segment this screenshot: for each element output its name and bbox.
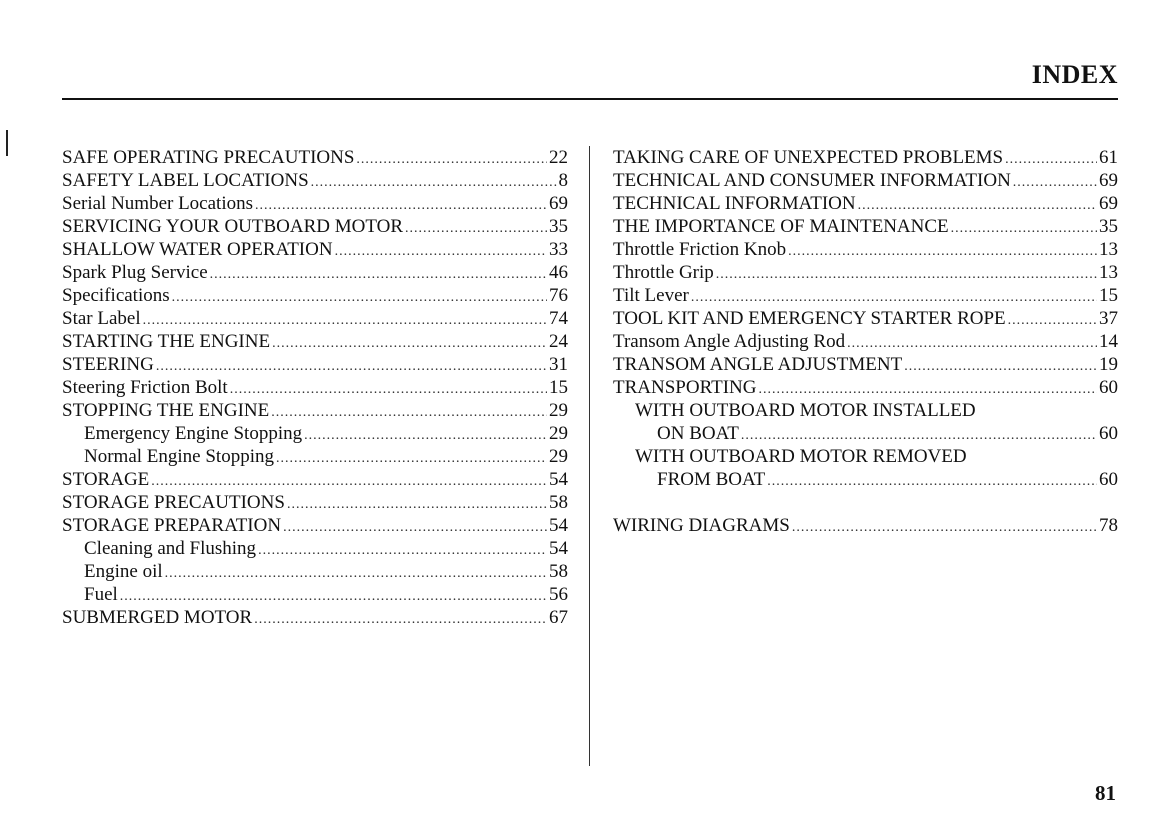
index-entry [62,330,568,353]
entry-label: STEERING [62,354,154,375]
index-subentry [613,468,1118,491]
dot-leader [758,378,1097,401]
entry-page: 67 [549,607,568,628]
margin-mark [6,130,8,156]
entry-page: 54 [549,469,568,490]
dot-leader [1008,309,1097,332]
dot-leader [767,470,1097,493]
dot-leader [120,585,547,608]
entry-label: STOPPING THE ENGINE [62,400,270,421]
index-entry [62,146,568,169]
dot-leader [741,424,1097,447]
dot-leader [283,516,547,539]
index-subentry [613,399,1118,422]
index-subentry [62,537,568,560]
entry-page: 31 [549,354,568,375]
entry-label: STARTING THE ENGINE [62,331,271,352]
entry-page: 74 [549,308,568,329]
entry-label: STORAGE PRECAUTIONS [62,492,285,513]
entry-label: Engine oil [84,561,163,582]
index-right-column [613,146,1118,537]
entry-page: 29 [549,400,568,421]
entry-label: Steering Friction Bolt [62,377,228,398]
entry-label: Throttle Grip [613,262,714,283]
dot-leader [172,286,547,309]
entry-page: 60 [1099,469,1118,490]
entry-page: 37 [1099,308,1118,329]
index-entry [62,307,568,330]
dot-leader [230,378,547,401]
entry-label: FROM BOAT [657,469,766,490]
index-subentry [613,445,1118,468]
index-entry [613,215,1118,238]
entry-label: SAFE OPERATING PRECAUTIONS [62,147,355,168]
index-entry [62,376,568,399]
index-subentry [62,560,568,583]
index-subentry [613,422,1118,445]
entry-label: WITH OUTBOARD MOTOR INSTALLED [635,400,976,421]
entry-label: Emergency Engine Stopping [84,423,303,444]
dot-leader [792,516,1097,539]
header-rule [62,98,1118,100]
entry-label: SHALLOW WATER OPERATION [62,239,333,260]
entry-page: 33 [549,239,568,260]
dot-leader [716,263,1097,286]
entry-label: STORAGE [62,469,150,490]
entry-page: 15 [549,377,568,398]
entry-page: 29 [549,446,568,467]
index-entry [62,399,568,422]
entry-page: 69 [1099,193,1118,214]
dot-leader [254,608,547,631]
entry-label: STORAGE PREPARATION [62,515,282,536]
index-subentry [62,583,568,606]
index-entry [613,353,1118,376]
entry-page: 56 [549,584,568,605]
entry-page: 13 [1099,262,1118,283]
dot-leader [356,148,547,171]
entry-page: 46 [549,262,568,283]
entry-page: 8 [558,170,568,191]
entry-page: 61 [1099,147,1118,168]
dot-leader [210,263,547,286]
entry-label: Cleaning and Flushing [84,538,257,559]
index-entry [613,146,1118,169]
entry-label: Throttle Friction Knob [613,239,787,260]
dot-leader [156,355,547,378]
entry-label: TOOL KIT AND EMERGENCY STARTER ROPE [613,308,1006,329]
dot-leader [691,286,1097,309]
entry-page: 22 [549,147,568,168]
dot-leader [276,447,547,470]
page-number: 81 [1095,781,1116,805]
entry-page: 35 [1099,216,1118,237]
entry-label: THE IMPORTANCE OF MAINTENANCE [613,216,949,237]
index-entry [62,238,568,261]
index-entry [613,376,1118,399]
dot-leader [847,332,1097,355]
dot-leader [271,401,547,424]
entry-label: TECHNICAL AND CONSUMER INFORMATION [613,170,1011,191]
entry-page: 58 [549,561,568,582]
index-entry [62,261,568,284]
index-entry [613,238,1118,261]
index-left-column [62,146,568,629]
entry-label: SUBMERGED MOTOR [62,607,253,628]
entry-page: 14 [1099,331,1118,352]
dot-leader [405,217,547,240]
entry-label: SAFETY LABEL LOCATIONS [62,170,309,191]
entry-label: WIRING DIAGRAMS [613,515,790,536]
index-entry [62,169,568,192]
dot-leader [151,470,547,493]
entry-page: 15 [1099,285,1118,306]
entry-page: 60 [1099,377,1118,398]
dot-leader [255,194,547,217]
index-entry [62,215,568,238]
index-subentry [62,445,568,468]
dot-leader [287,493,547,516]
entry-page: 69 [1099,170,1118,191]
index-entry [613,514,1118,537]
dot-leader [858,194,1097,217]
entry-page: 19 [1099,354,1118,375]
dot-leader [311,171,557,194]
index-entry [613,261,1118,284]
dot-leader [143,309,547,332]
entry-page: 78 [1099,515,1118,536]
dot-leader [304,424,547,447]
entry-label: Fuel [84,584,118,605]
entry-label: TECHNICAL INFORMATION [613,193,856,214]
entry-label: Spark Plug Service [62,262,208,283]
index-entry [62,514,568,537]
index-entry [613,192,1118,215]
entry-page: 24 [549,331,568,352]
dot-leader [272,332,547,355]
entry-page: 69 [549,193,568,214]
index-entry [62,284,568,307]
index-entry [62,353,568,376]
dot-leader [165,562,547,585]
index-entry [613,284,1118,307]
dot-leader [1013,171,1097,194]
entry-page: 58 [549,492,568,513]
dot-leader [788,240,1097,263]
index-entry [613,330,1118,353]
entry-label: Star Label [62,308,141,329]
dot-leader [258,539,547,562]
entry-label: TRANSOM ANGLE ADJUSTMENT [613,354,903,375]
index-subentry [62,422,568,445]
column-divider [589,146,590,766]
entry-page: 29 [549,423,568,444]
entry-page: 13 [1099,239,1118,260]
index-entry [62,606,568,629]
entry-page: 60 [1099,423,1118,444]
entry-label: ON BOAT [657,423,739,444]
entry-label: Serial Number Locations [62,193,254,214]
entry-label: Normal Engine Stopping [84,446,274,467]
entry-label: Tilt Lever [613,285,689,306]
entry-label: TAKING CARE OF UNEXPECTED PROBLEMS [613,147,1004,168]
entry-page: 54 [549,538,568,559]
entry-label: WITH OUTBOARD MOTOR REMOVED [635,446,967,467]
index-entry [613,307,1118,330]
entry-label: SERVICING YOUR OUTBOARD MOTOR [62,216,404,237]
dot-leader [335,240,547,263]
dot-leader [951,217,1097,240]
entry-label: Specifications [62,285,170,306]
dot-leader [1005,148,1097,171]
entry-page: 35 [549,216,568,237]
dot-leader [904,355,1097,378]
entry-page: 54 [549,515,568,536]
page-title: INDEX [1031,60,1118,89]
index-entry [613,169,1118,192]
entry-label: Transom Angle Adjusting Rod [613,331,846,352]
index-entry [62,192,568,215]
index-entry [62,468,568,491]
entry-page: 76 [549,285,568,306]
index-entry [62,491,568,514]
entry-label: TRANSPORTING [613,377,757,398]
